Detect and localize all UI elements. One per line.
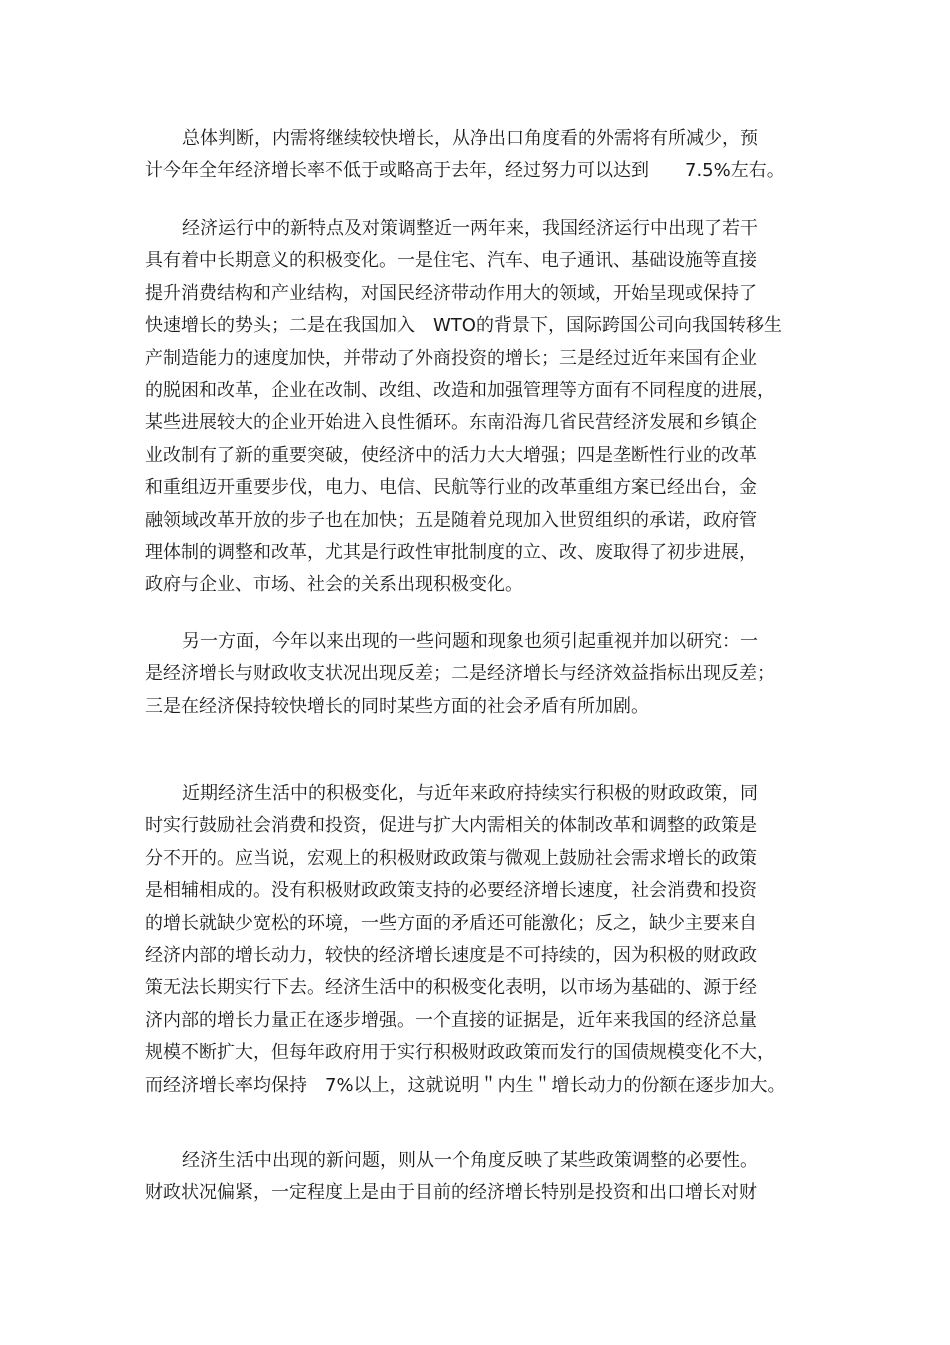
text-line: 理体制的调整和改革，尤其是行政性审批制度的立、改、废取得了初步进展，: [145, 541, 757, 563]
text-line: 经济内部的增长动力，较快的经济增长速度是不可持续的，因为积极的财政政: [145, 944, 757, 966]
text-line: 某些进展较大的企业开始进入良性循环。东南沿海几省民营经济发展和乡镇企: [145, 412, 757, 434]
paragraph-1: [145, 123, 785, 188]
text-line: 近期经济生活中的积极变化，与近年来政府持续实行积极的财政政策，同: [182, 783, 758, 804]
text-line: 分不开的。应当说，宏观上的积极财政政策与微观上鼓励社会需求增长的政策: [145, 847, 757, 869]
text-line: 总体判断，内需将继续较快增长，从净出口角度看的外需将有所减少，预: [182, 128, 758, 149]
text-line: 财政状况偏紧，一定程度上是由于目前的经济增长特别是投资和出口增长对财: [145, 1182, 757, 1204]
paragraph-2: [145, 213, 785, 602]
text-line: 具有着中长期意义的积极变化。一是住宅、汽车、电子通讯、基础设施等直接: [145, 250, 757, 272]
text-line: 的脱困和改革，企业在改制、改组、改造和加强管理等方面有不同程度的进展，: [145, 379, 775, 401]
text-line: 政府与企业、市场、社会的关系出现积极变化。: [145, 574, 523, 596]
text-line: 三是在经济保持较快增长的同时某些方面的社会矛盾有所加剧。: [145, 695, 649, 717]
paragraph-4: [145, 778, 785, 1102]
text-line: 快速增长的势头；二是在我国加入 WTO的背景下，国际跨国公司向我国转移生: [145, 315, 782, 337]
text-line: 融领域改革开放的步子也在加快；五是随着兑现加入世贸组织的承诺，政府管: [145, 509, 757, 531]
text-line: 规模不断扩大，但每年政府用于实行积极财政政策而发行的国债规模变化不大，: [145, 1042, 775, 1064]
text-line: 是相辅相成的。没有积极财政政策支持的必要经济增长速度，社会消费和投资: [145, 880, 757, 902]
text-line: 经济运行中的新特点及对策调整近一两年来，我国经济运行中出现了若干: [182, 218, 758, 239]
text-line: 业改制有了新的重要突破，使经济中的活力大大增强；四是垄断性行业的改革: [145, 444, 757, 466]
text-line: 而经济增长率均保持 7%以上，这就说明＂内生＂增长动力的份额在逐步加大。: [145, 1074, 786, 1096]
text-line: 另一方面，今年以来出现的一些问题和现象也须引起重视并加以研究：一: [182, 631, 758, 652]
text-line: 提升消费结构和产业结构，对国民经济带动作用大的领域，开始呈现或保持了: [145, 282, 757, 304]
text-line: 产制造能力的速度加快，并带动了外商投资的增长；三是经过近年来国有企业: [145, 347, 757, 369]
text-line: 策无法长期实行下去。经济生活中的积极变化表明，以市场为基础的、源于经: [145, 977, 757, 999]
text-line: 和重组迈开重要步伐，电力、电信、民航等行业的改革重组方案已经出台，金: [145, 477, 757, 499]
paragraph-3: [145, 626, 785, 723]
text-line: 是经济增长与财政收支状况出现反差；二是经济增长与经济效益指标出现反差；: [145, 663, 775, 685]
text-line: 经济生活中出现的新问题，则从一个角度反映了某些政策调整的必要性。: [182, 1150, 758, 1171]
text-line: 时实行鼓励社会消费和投资，促进与扩大内需相关的体制改革和调整的政策是: [145, 815, 757, 837]
text-line: 计今年全年经济增长率不低于或略高于去年，经过努力可以达到 7.5%左右。: [145, 160, 785, 182]
text-line: 的增长就缺少宽松的环境，一些方面的矛盾还可能激化；反之，缺少主要来自: [145, 912, 757, 934]
text-line: 济内部的增长力量正在逐步增强。一个直接的证据是，近年来我国的经济总量: [145, 1009, 757, 1031]
paragraph-5: [145, 1145, 785, 1210]
